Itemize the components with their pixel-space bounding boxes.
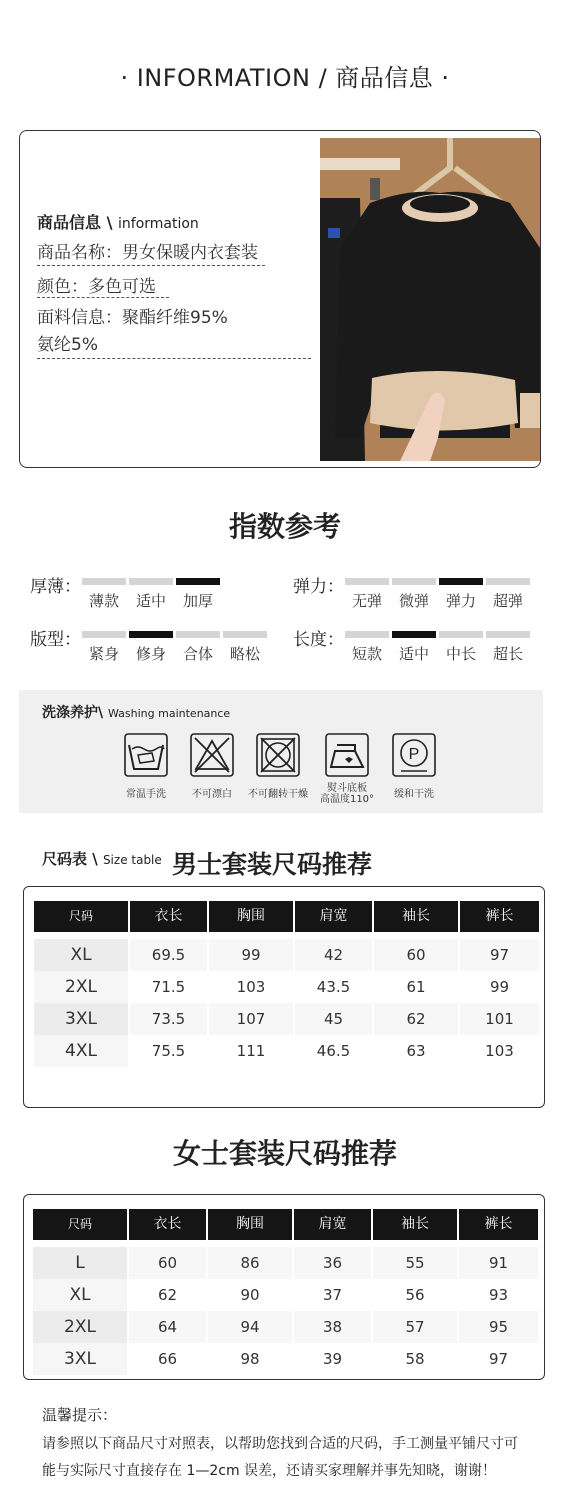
column-header: 袖长 (374, 901, 460, 932)
table-cell: 90 (208, 1279, 294, 1311)
wash-title-en: Washing maintenance (108, 707, 231, 720)
column-header: 尺码 (33, 1209, 129, 1240)
scale-bar (223, 631, 267, 638)
size-cell: L (33, 1247, 129, 1279)
scale-option-label: 中长 (445, 645, 476, 663)
scale-bar (486, 578, 530, 585)
scale-bar (345, 631, 389, 638)
product-photo (320, 138, 540, 461)
table-cell: 45 (295, 1003, 374, 1035)
scale-option-label: 适中 (135, 592, 166, 610)
table-cell: 42 (295, 939, 374, 971)
table-cell: 60 (129, 1247, 208, 1279)
column-header: 肩宽 (294, 1209, 373, 1240)
table-row (34, 1035, 539, 1067)
table-cell: 55 (373, 1247, 459, 1279)
table-cell: 58 (373, 1343, 459, 1375)
thickness-label: 厚薄： (30, 577, 81, 597)
note-line: 能与实际尺寸直接存在 1—2cm 误差，还请买家理解并事先知晓，谢谢！ (42, 1463, 497, 1479)
product-color: 颜色：多色可选 (37, 277, 156, 297)
scale-option-label: 微弹 (398, 592, 429, 610)
info-title-zh: 商品信息 \ (37, 213, 113, 232)
table-cell: 57 (373, 1311, 459, 1343)
hand-wash-icon (124, 733, 168, 777)
no-bleach-icon (190, 733, 234, 777)
size-cell: 3XL (34, 1003, 130, 1035)
scale-option-label: 超长 (492, 645, 523, 663)
table-cell: 94 (208, 1311, 294, 1343)
women-size-table (33, 1209, 538, 1375)
length-label: 长度： (293, 630, 344, 650)
wash-label-line: 高温度110° (319, 794, 375, 805)
column-header: 裤长 (485, 908, 514, 924)
table-row (33, 1343, 538, 1375)
table-cell: 98 (208, 1343, 294, 1375)
scale-bar (129, 578, 173, 585)
dry-clean-icon (392, 733, 436, 777)
column-header: 胸围 (209, 901, 295, 932)
table-cell: 64 (129, 1311, 208, 1343)
table-cell: 56 (373, 1279, 459, 1311)
men-size-title: 男士套装尺码推荐 (172, 850, 373, 879)
iron-icon (325, 733, 369, 777)
table-cell: 107 (209, 1003, 295, 1035)
column-header: 衣长 (129, 1209, 208, 1240)
wash-label-line: 熨斗底板 (327, 783, 367, 794)
size-head-en: Size table (102, 853, 162, 867)
info-title (37, 210, 199, 233)
scale-bar (392, 631, 436, 638)
table-cell: 62 (374, 1003, 460, 1035)
scale-bar (439, 631, 483, 638)
size-cell: 4XL (34, 1035, 130, 1067)
page-header: · INFORMATION / 商品信息 · (120, 64, 450, 92)
column-header: 肩宽 (295, 901, 374, 932)
table-cell: 61 (374, 971, 460, 1003)
size-cell: XL (33, 1279, 129, 1311)
table-row (34, 939, 539, 971)
table-cell: 99 (460, 971, 539, 1003)
wash-label: 不可漂白 (192, 789, 232, 800)
table-cell: 39 (294, 1343, 373, 1375)
scale-bar (176, 578, 220, 585)
index-title: 指数参考 (228, 510, 341, 543)
table-cell: 111 (209, 1035, 295, 1067)
table-cell: 63 (374, 1035, 460, 1067)
table-cell: 36 (294, 1247, 373, 1279)
scale-bar (486, 631, 530, 638)
scale-bar (176, 631, 220, 638)
scale-option-label: 无弹 (351, 592, 382, 610)
wash-label: 不可翻转干燥 (248, 789, 308, 800)
wash-label: 缓和干洗 (394, 789, 434, 800)
scale-option-label: 略松 (229, 645, 260, 663)
note-line: 请参照以下商品尺寸对照表，以帮助您找到合适的尺码，手工测量平铺尺寸可 (42, 1436, 518, 1452)
column-header: 尺码 (34, 901, 130, 932)
scale-option-label: 修身 (135, 645, 166, 663)
table-row (34, 1003, 539, 1035)
table-cell: 101 (460, 1003, 539, 1035)
table-cell: 103 (209, 971, 295, 1003)
men-size-table (34, 901, 539, 1067)
note-title: 温馨提示： (42, 1406, 118, 1424)
table-cell: 95 (459, 1311, 538, 1343)
scale-bar (439, 578, 483, 585)
scale-option-label: 加厚 (182, 592, 213, 610)
women-size-title: 女士套装尺码推荐 (172, 1137, 397, 1170)
table-row (33, 1279, 538, 1311)
column-header: 袖长 (373, 1209, 459, 1240)
size-cell: 2XL (34, 971, 130, 1003)
size-cell: 3XL (33, 1343, 129, 1375)
table-cell: 93 (459, 1279, 538, 1311)
table-cell: 86 (208, 1247, 294, 1279)
column-header: 裤长 (484, 1216, 513, 1232)
table-cell: 91 (459, 1247, 538, 1279)
scale-bar (82, 631, 126, 638)
table-cell: 75.5 (130, 1035, 209, 1067)
table-cell: 69.5 (130, 939, 209, 971)
size-head (42, 848, 162, 869)
table-cell: 99 (209, 939, 295, 971)
table-cell: 62 (129, 1279, 208, 1311)
scale-option-label: 紧身 (88, 645, 119, 663)
fit-label: 版型： (30, 630, 81, 650)
elasticity-label: 弹力： (293, 577, 344, 597)
column-header: 衣长 (130, 901, 209, 932)
wash-label: 常温手洗 (126, 789, 166, 800)
scale-option-label: 适中 (398, 645, 429, 663)
size-cell: XL (34, 939, 130, 971)
size-head-zh: 尺码表 \ (42, 850, 98, 868)
scale-bar (82, 578, 126, 585)
product-fabric: 面料信息：聚酯纤维95% (37, 308, 228, 328)
table-row (33, 1311, 538, 1343)
table-cell: 46.5 (295, 1035, 374, 1067)
table-cell: 60 (374, 939, 460, 971)
table-gap (33, 1240, 538, 1247)
scale-option-label: 短款 (351, 645, 382, 663)
product-name: 商品名称：男女保暖内衣套装 (37, 243, 258, 263)
product-fabric-2: 氨纶5% (37, 335, 98, 355)
wash-title (42, 702, 230, 722)
scale-option-label: 弹力 (445, 592, 476, 610)
scale-bar (129, 631, 173, 638)
scale-bar (345, 578, 389, 585)
info-title-en: information (118, 216, 199, 232)
divider (37, 265, 265, 266)
table-cell: 97 (460, 939, 539, 971)
no-tumble-dry-icon (256, 733, 300, 777)
column-header: 胸围 (208, 1209, 294, 1240)
scale-option-label: 超弹 (492, 592, 523, 610)
table-header (34, 901, 539, 932)
scale-option-label: 薄款 (88, 592, 119, 610)
table-row (34, 971, 539, 1003)
table-cell: 66 (129, 1343, 208, 1375)
table-cell: 38 (294, 1311, 373, 1343)
table-cell: 97 (459, 1343, 538, 1375)
scale-bar (392, 578, 436, 585)
wash-title-zh: 洗涤养护\ (42, 705, 104, 721)
table-cell: 103 (460, 1035, 539, 1067)
table-cell: 73.5 (130, 1003, 209, 1035)
table-cell: 37 (294, 1279, 373, 1311)
table-cell: 43.5 (295, 971, 374, 1003)
scale-option-label: 合体 (182, 645, 213, 663)
table-cell: 71.5 (130, 971, 209, 1003)
divider (37, 297, 169, 298)
svg-text:P: P (408, 746, 420, 763)
divider (37, 358, 311, 359)
table-header (33, 1209, 538, 1240)
table-gap (34, 932, 539, 939)
size-cell: 2XL (33, 1311, 129, 1343)
table-row (33, 1247, 538, 1279)
